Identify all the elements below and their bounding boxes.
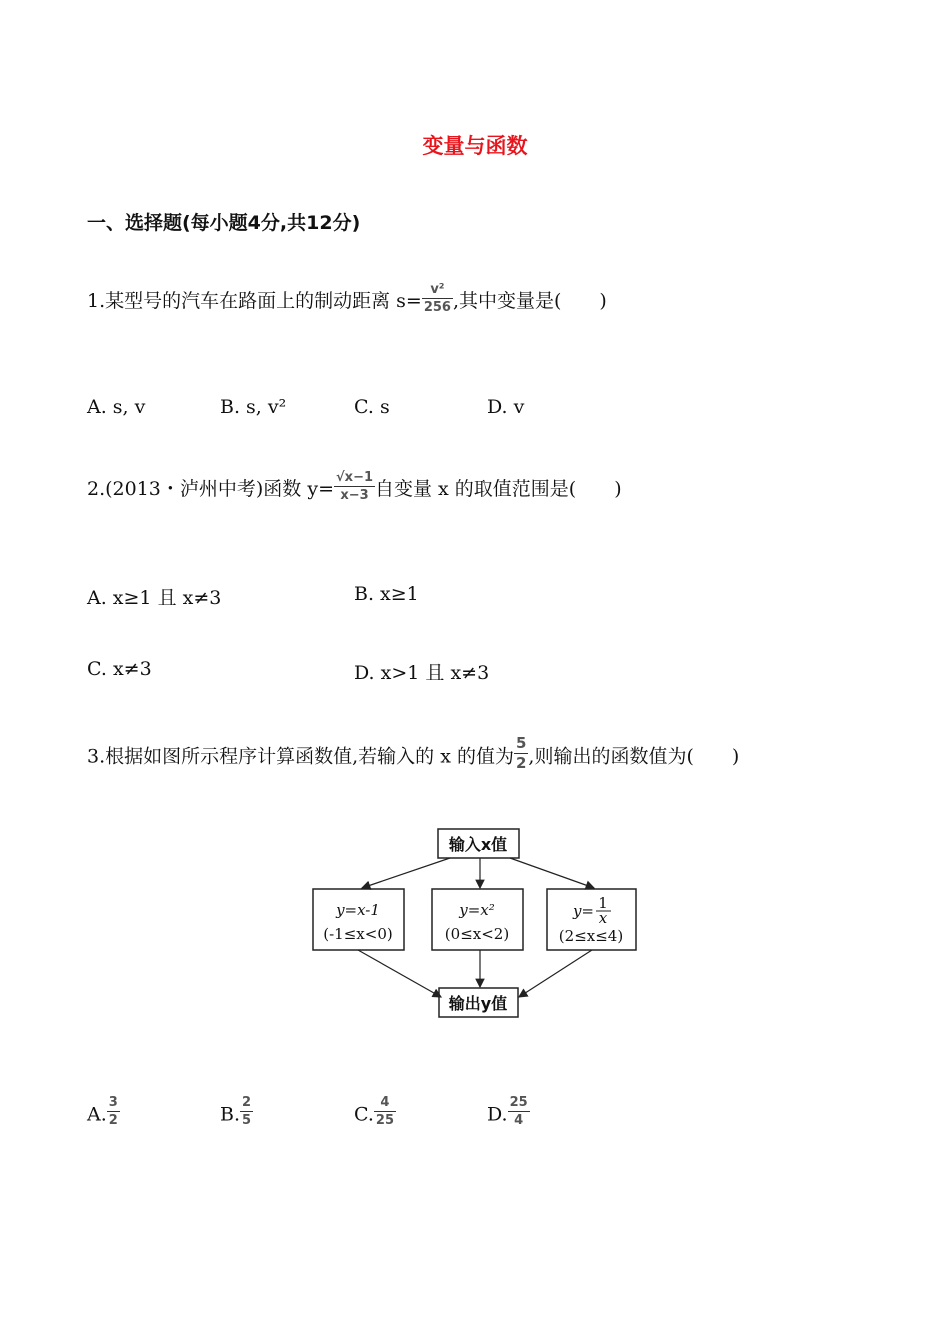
arrow-from-branch-1 bbox=[358, 950, 441, 997]
fraction-denominator: 2 bbox=[515, 754, 527, 772]
question-1 bbox=[87, 281, 607, 318]
option-fraction bbox=[107, 1096, 120, 1127]
input-label: 输入x值 bbox=[448, 835, 508, 854]
branch-1-range: (-1≤x<0) bbox=[323, 925, 393, 943]
question-1-suffix: ,其中变量是( ) bbox=[452, 290, 607, 312]
branch-2-range: (0≤x<2) bbox=[444, 925, 510, 943]
question-3-prefix: 3.根据如图所示程序计算函数值,若输入的 x 的值为 bbox=[87, 745, 514, 768]
fraction-denominator: 256 bbox=[423, 299, 451, 315]
q2-option-b[interactable]: B. x≥1 bbox=[354, 583, 419, 605]
branch-1-formula: y=x-1 bbox=[336, 901, 380, 919]
option-fraction bbox=[508, 1096, 530, 1127]
fraction-numerator: √x−1 bbox=[336, 469, 374, 485]
q3-option-d[interactable] bbox=[487, 1095, 530, 1131]
arrow-from-branch-3 bbox=[519, 950, 592, 997]
branch-2-formula: y=x² bbox=[459, 901, 495, 919]
option-fraction bbox=[374, 1096, 396, 1127]
option-fraction bbox=[240, 1096, 253, 1127]
q3-option-b[interactable] bbox=[220, 1095, 253, 1131]
q3-option-a[interactable] bbox=[87, 1095, 120, 1131]
output-label: 输出y值 bbox=[448, 994, 508, 1013]
question-3-fraction bbox=[514, 736, 528, 771]
branch-3-denominator: x bbox=[598, 909, 608, 927]
fraction-numerator: 4 bbox=[374, 1096, 396, 1112]
q2-option-d[interactable]: D. x>1 且 x≠3 bbox=[354, 662, 490, 684]
option-label: C. bbox=[354, 1103, 374, 1126]
q1-option-d[interactable]: D. v bbox=[487, 396, 525, 418]
question-2 bbox=[87, 469, 622, 506]
fraction-denominator: 4 bbox=[514, 1113, 524, 1128]
fraction-numerator: 25 bbox=[509, 1095, 528, 1110]
question-2-suffix: 自变量 x 的取值范围是( ) bbox=[375, 478, 622, 500]
question-2-prefix: 2.(2013・泸州中考)函数 y= bbox=[87, 478, 335, 500]
branch-3-numerator: 1 bbox=[598, 894, 608, 912]
fraction-denominator: 5 bbox=[242, 1113, 252, 1128]
q3-option-c[interactable] bbox=[354, 1095, 396, 1131]
arrow-to-branch-3 bbox=[510, 858, 594, 888]
fraction-numerator: 5 bbox=[515, 734, 527, 752]
option-label: A. bbox=[87, 1103, 107, 1126]
program-flowchart bbox=[300, 820, 650, 1025]
branch-3-formula: y= bbox=[572, 902, 594, 920]
page-title: 变量与函数 bbox=[422, 134, 528, 158]
question-1-prefix: 1.某型号的汽车在路面上的制动距离 s= bbox=[87, 290, 422, 312]
q1-option-b[interactable]: B. s, v² bbox=[220, 396, 287, 418]
branch-3-range: (2≤x≤4) bbox=[558, 927, 624, 945]
question-3 bbox=[87, 734, 740, 775]
q2-option-c[interactable]: C. x≠3 bbox=[87, 658, 152, 680]
fraction-numerator: v² bbox=[422, 283, 453, 299]
q2-option-a[interactable]: A. x≥1 且 x≠3 bbox=[87, 587, 222, 609]
q1-option-a[interactable]: A. s, v bbox=[87, 396, 146, 418]
option-label: B. bbox=[220, 1103, 241, 1126]
fraction-denominator: 25 bbox=[375, 1113, 394, 1128]
fraction-numerator: 3 bbox=[108, 1095, 118, 1110]
question-3-suffix: ,则输出的函数值为( ) bbox=[528, 745, 740, 768]
arrow-to-branch-1 bbox=[362, 858, 450, 888]
q1-option-c[interactable]: C. s bbox=[354, 396, 390, 418]
fraction-numerator: 2 bbox=[242, 1095, 252, 1110]
section-heading: 一、选择题(每小题4分,共12分) bbox=[87, 212, 361, 234]
question-2-fraction bbox=[334, 471, 375, 502]
option-label: D. bbox=[487, 1103, 508, 1126]
fraction-denominator: 2 bbox=[108, 1113, 118, 1128]
question-1-fraction bbox=[422, 283, 453, 314]
fraction-denominator: x−3 bbox=[340, 487, 369, 503]
